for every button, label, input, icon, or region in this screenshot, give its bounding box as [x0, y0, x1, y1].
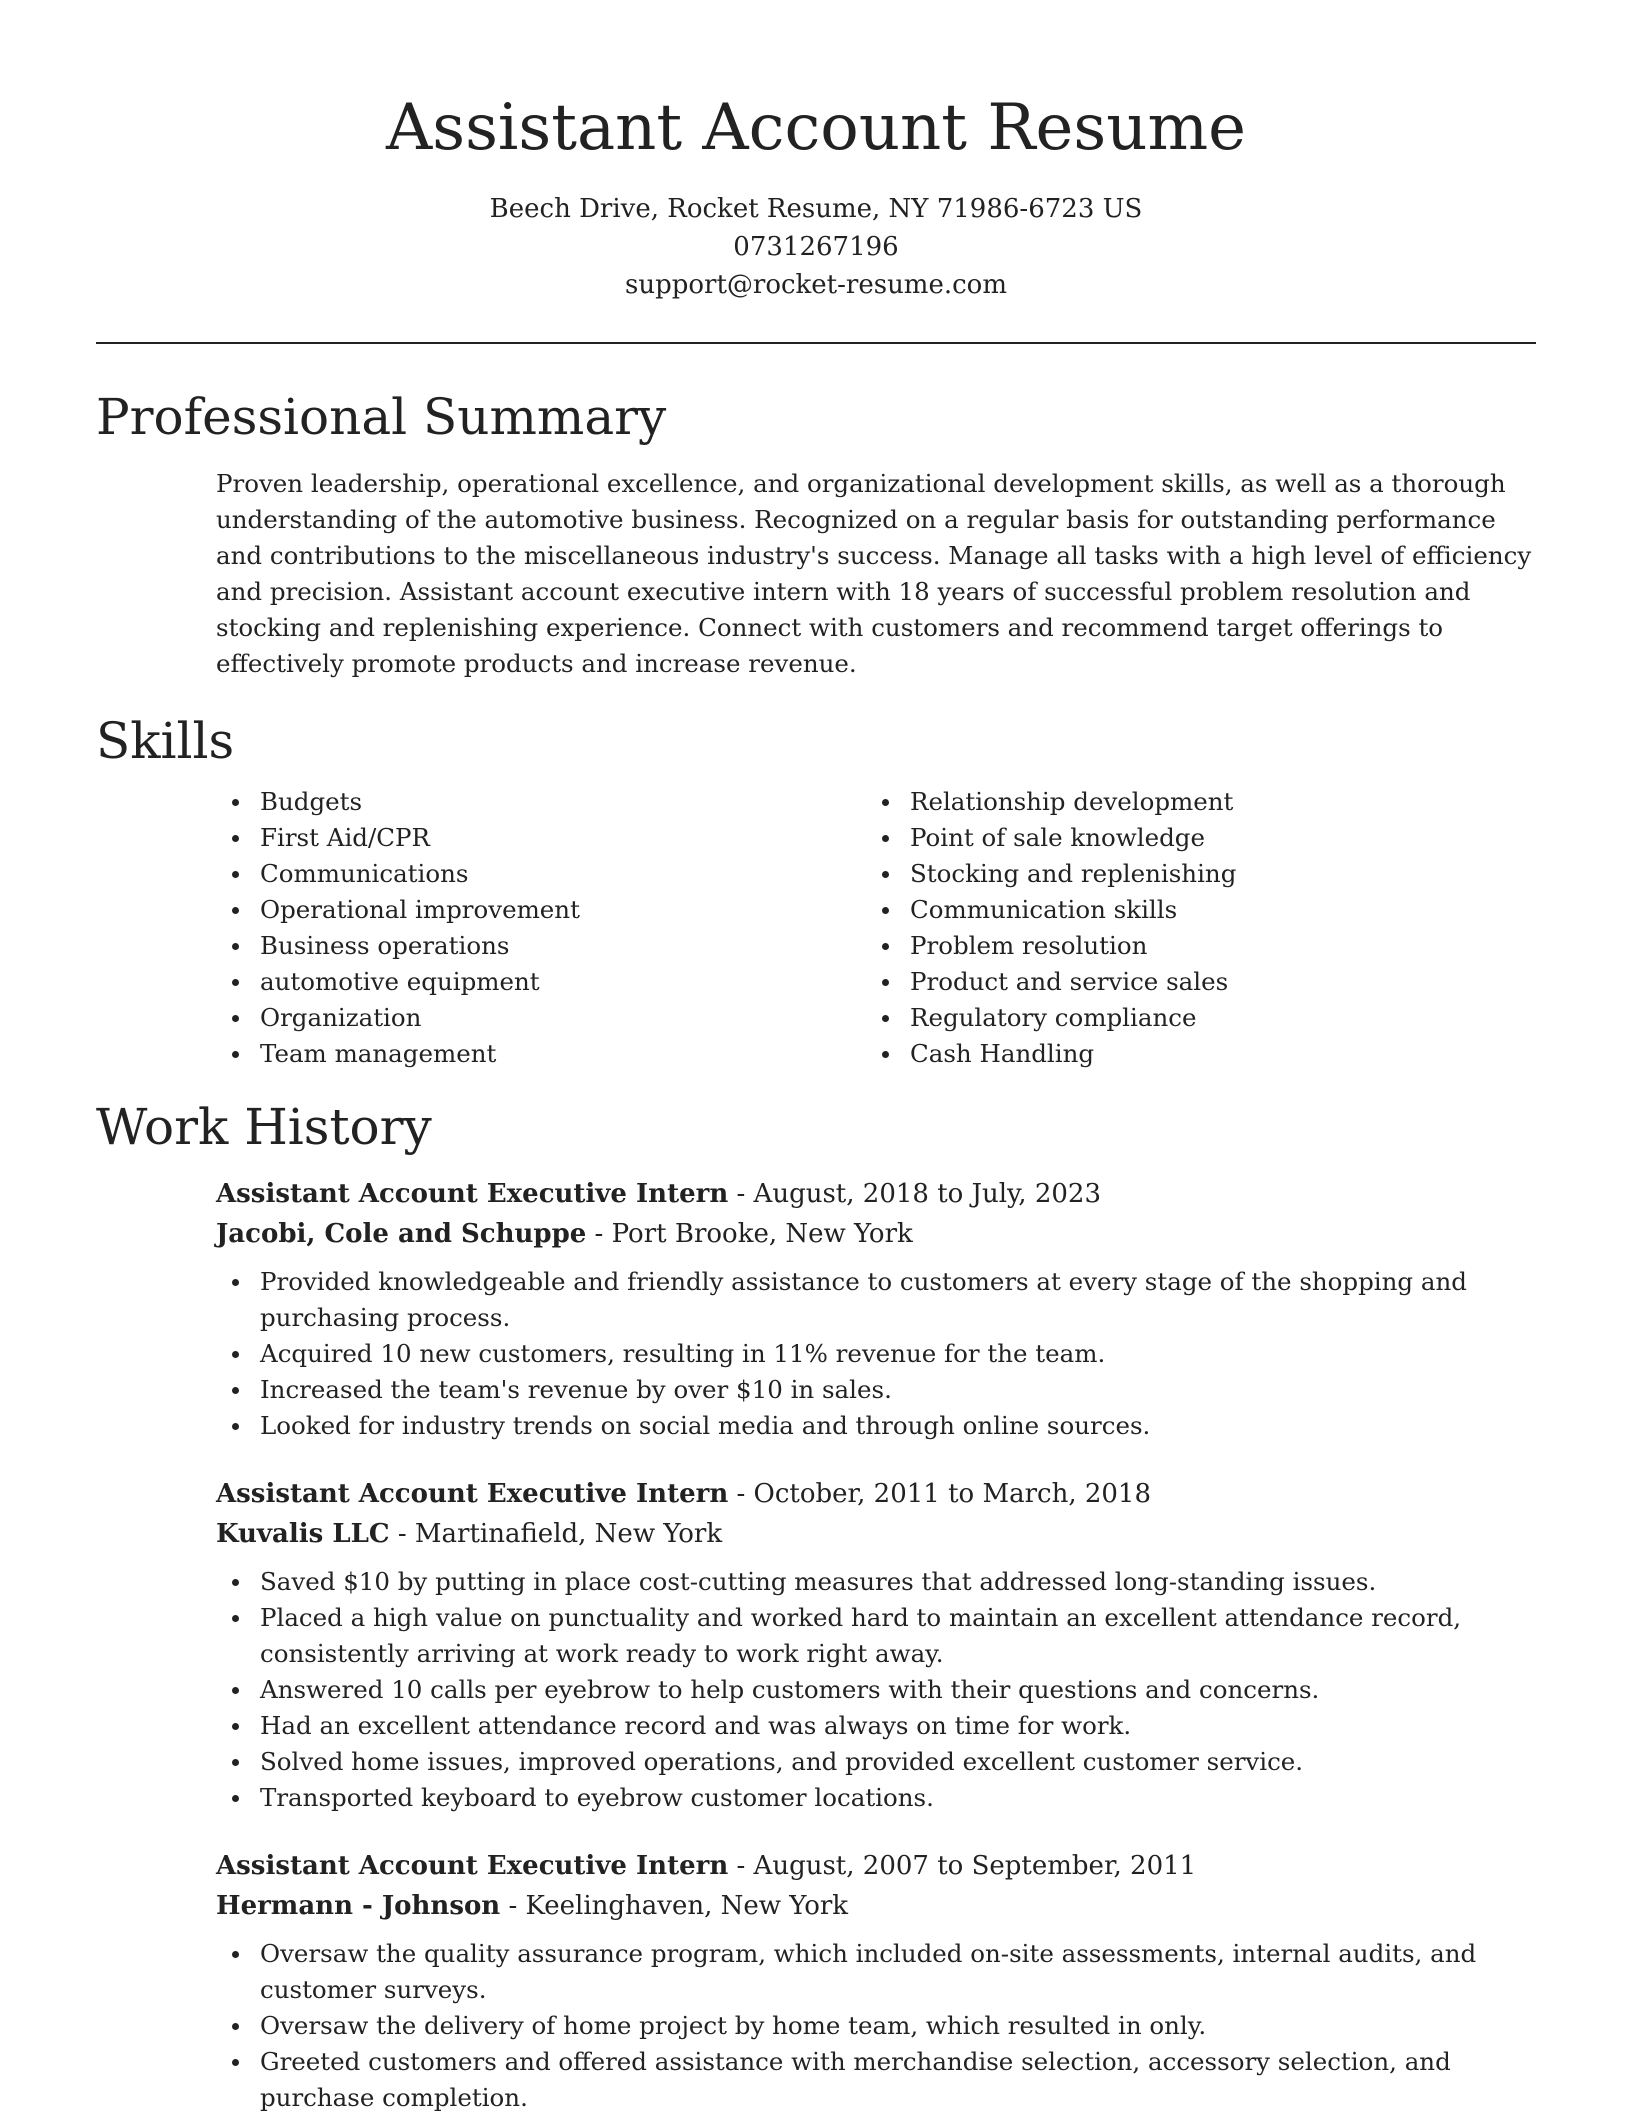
skills-heading: Skills	[96, 712, 235, 770]
summary-text: Proven leadership, operational excellence, and organizational development skills, as well as a thorough understanding of the automotive business. Recognized on a regular basis for outstanding performance and contributions to the miscellaneous industry's success. Manage all tasks with a high level of efficiency and precision. Assistant account executive intern with 18 years of successful problem resolution and stocking and replenishing experience. Connect with customers and recommend target offerings to effectively promote products and increase revenue.	[216, 469, 1532, 678]
work-history-heading: Work History	[96, 1098, 432, 1156]
job-title: Assistant Account Executive Intern	[216, 1479, 729, 1509]
job-company: Kuvalis LLC	[216, 1519, 390, 1549]
header-divider	[96, 342, 1536, 344]
job-title-line	[216, 1474, 1572, 1514]
job-bullet: Oversaw the delivery of home project by home team, which resulted in only.	[216, 2008, 1572, 2044]
job-bullets	[216, 1936, 1572, 2116]
skill-item: Communications	[216, 856, 866, 892]
job-bullet: Increased the team's revenue by over $10 in sales.	[216, 1372, 1572, 1408]
job-dates: - August, 2018 to July, 2023	[728, 1179, 1101, 1209]
job-title-line	[216, 1174, 1572, 1214]
job-company: Hermann - Johnson	[216, 1891, 501, 1921]
job-company-line	[216, 1214, 1572, 1254]
skill-item: Point of sale knowledge	[866, 820, 1516, 856]
job-entry	[216, 1474, 1572, 1816]
job-dates: - August, 2007 to September, 2011	[728, 1851, 1197, 1881]
job-entry	[216, 1174, 1572, 1444]
skill-item: Stocking and replenishing	[866, 856, 1516, 892]
contact-info	[0, 190, 1632, 304]
resume-title: Assistant Account Resume	[386, 91, 1246, 165]
summary-heading: Professional Summary	[96, 388, 667, 446]
skill-item: Business operations	[216, 928, 866, 964]
job-bullet: Greeted customers and offered assistance with merchandise selection, accessory selection, and purchase completion.	[216, 2044, 1572, 2116]
job-title-line	[216, 1846, 1572, 1886]
skill-item: Relationship development	[866, 784, 1516, 820]
job-bullet: Provided knowledgeable and friendly assistance to customers at every stage of the shopping and purchasing process.	[216, 1264, 1572, 1336]
job-bullet: Answered 10 calls per eyebrow to help customers with their questions and concerns.	[216, 1672, 1572, 1708]
job-company: Jacobi, Cole and Schuppe	[216, 1219, 587, 1249]
skill-item: Problem resolution	[866, 928, 1516, 964]
job-bullets	[216, 1264, 1572, 1444]
job-bullets	[216, 1564, 1572, 1816]
job-bullet: Acquired 10 new customers, resulting in 11% revenue for the team.	[216, 1336, 1572, 1372]
job-bullet: Looked for industry trends on social media and through online sources.	[216, 1408, 1572, 1444]
job-bullet: Solved home issues, improved operations, and provided excellent customer service.	[216, 1744, 1572, 1780]
skill-item: First Aid/CPR	[216, 820, 866, 856]
skill-item: Budgets	[216, 784, 866, 820]
job-bullet: Oversaw the quality assurance program, which included on-site assessments, internal audits, and customer surveys.	[216, 1936, 1572, 2008]
skills-left-column	[216, 784, 866, 1072]
skills-columns	[216, 784, 1536, 1072]
skill-item: Team management	[216, 1036, 866, 1072]
address: Beech Drive, Rocket Resume, NY 71986-6723 US	[489, 194, 1143, 224]
job-bullet: Placed a high value on punctuality and worked hard to maintain an excellent attendance record, consistently arriving at work ready to work right away.	[216, 1600, 1572, 1672]
job-entry	[216, 1846, 1572, 2116]
resume-header	[0, 0, 1632, 304]
skills-right-column	[866, 784, 1516, 1072]
skill-item: Communication skills	[866, 892, 1516, 928]
job-company-line	[216, 1886, 1572, 1926]
job-title: Assistant Account Executive Intern	[216, 1179, 729, 1209]
skill-item: Operational improvement	[216, 892, 866, 928]
job-company-line	[216, 1514, 1572, 1554]
job-location: - Port Brooke, New York	[586, 1219, 913, 1249]
job-bullet: Transported keyboard to eyebrow customer locations.	[216, 1780, 1572, 1816]
job-location: - Martinafield, New York	[389, 1519, 723, 1549]
skill-item: Regulatory compliance	[866, 1000, 1516, 1036]
skill-item: Cash Handling	[866, 1036, 1516, 1072]
job-dates: - October, 2011 to March, 2018	[728, 1479, 1152, 1509]
skill-item: automotive equipment	[216, 964, 866, 1000]
email: support@rocket-resume.com	[624, 270, 1007, 300]
job-location: - Keelinghaven, New York	[500, 1891, 849, 1921]
skill-item: Product and service sales	[866, 964, 1516, 1000]
job-title: Assistant Account Executive Intern	[216, 1851, 729, 1881]
skill-item: Organization	[216, 1000, 866, 1036]
phone: 0731267196	[733, 232, 899, 262]
job-bullet: Saved $10 by putting in place cost-cutting measures that addressed long-standing issues.	[216, 1564, 1572, 1600]
job-bullet: Had an excellent attendance record and was always on time for work.	[216, 1708, 1572, 1744]
